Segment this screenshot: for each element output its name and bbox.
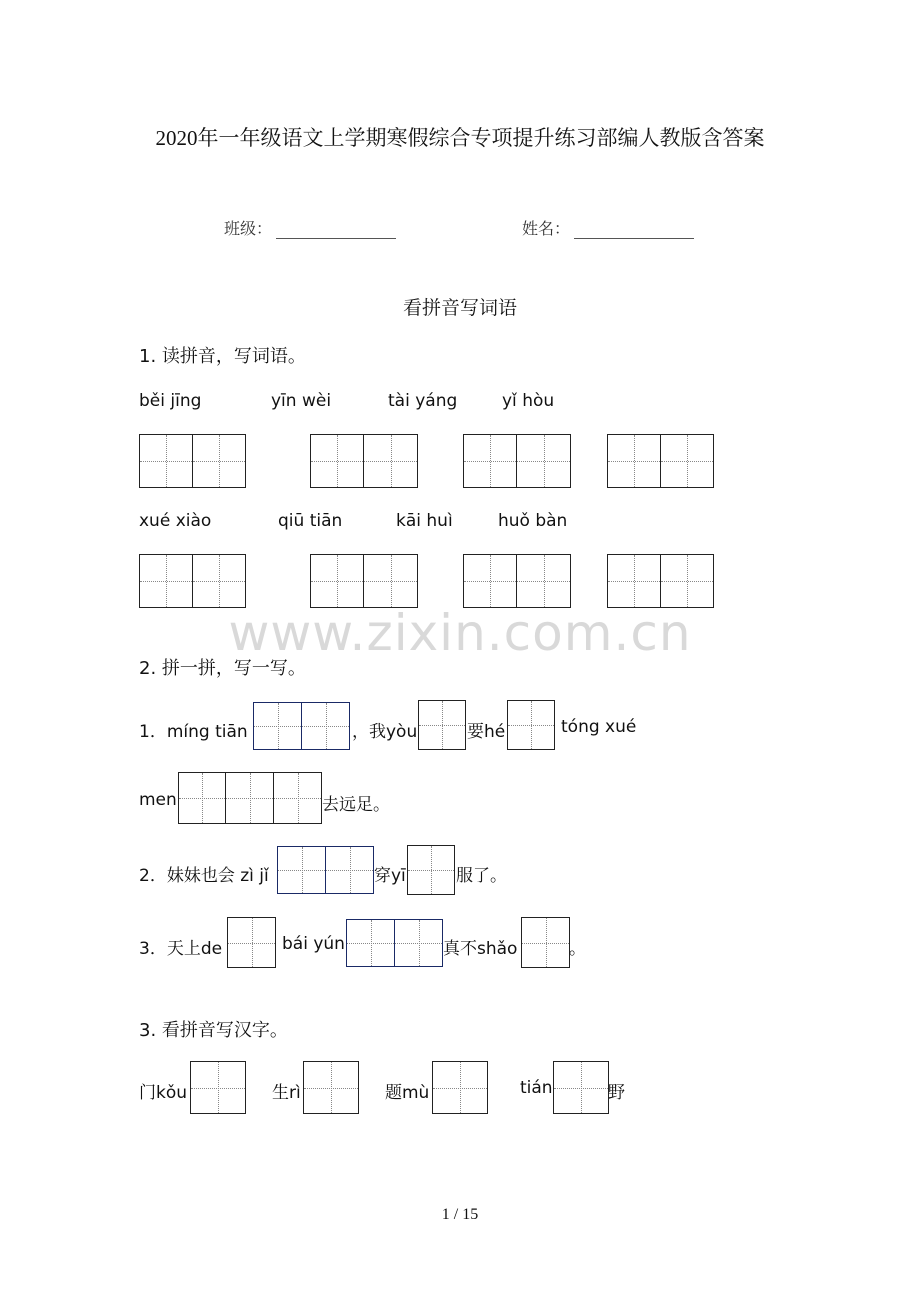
- sentence-text: 2．妹妹也会 zì jǐ: [139, 866, 269, 886]
- writing-grid[interactable]: [507, 700, 555, 750]
- sentence-text: 去远足。: [322, 795, 390, 815]
- char-item: 门kǒu: [139, 1083, 188, 1103]
- question-1-heading: 1. 读拼音，写词语。: [139, 346, 306, 367]
- class-field: [224, 216, 396, 239]
- char-item: 题mù: [385, 1083, 430, 1103]
- pinyin-item: kāi huì: [396, 511, 453, 531]
- pinyin-item: xué xiào: [139, 511, 212, 531]
- class-label: 班级：: [224, 219, 273, 238]
- writing-grid[interactable]: [607, 554, 714, 608]
- writing-grid[interactable]: [139, 554, 246, 608]
- writing-grid[interactable]: [553, 1061, 609, 1114]
- name-label: 姓名：: [522, 219, 571, 238]
- char-item: 生rì: [272, 1083, 301, 1103]
- writing-grid[interactable]: [407, 845, 455, 895]
- document-title: 2020年一年级语文上学期寒假综合专项提升练习部编人教版含答案: [155, 126, 765, 150]
- pinyin-item: tài yáng: [388, 391, 458, 411]
- sentence-text: 3．天上de: [139, 939, 223, 959]
- writing-grid[interactable]: [463, 434, 571, 488]
- writing-grid[interactable]: [418, 700, 466, 750]
- writing-grid[interactable]: [310, 434, 418, 488]
- watermark: www.zixin.com.cn: [228, 604, 692, 662]
- pinyin-item: běi jīng: [139, 391, 202, 411]
- class-blank[interactable]: [276, 224, 396, 239]
- sentence-text: 。: [569, 939, 586, 959]
- writing-grid[interactable]: [178, 772, 322, 824]
- writing-grid[interactable]: [253, 702, 350, 750]
- writing-grid[interactable]: [346, 919, 443, 967]
- sentence-text: ，我yòu: [352, 722, 418, 742]
- pinyin-item: yǐ hòu: [502, 391, 555, 411]
- writing-grid[interactable]: [277, 846, 374, 894]
- pinyin-item: yīn wèi: [271, 391, 332, 411]
- writing-grid[interactable]: [521, 917, 570, 968]
- pinyin-item: huǒ bàn: [498, 511, 568, 531]
- page-number: 1 / 15: [441, 1206, 479, 1223]
- name-field: [522, 216, 694, 239]
- sentence-text: tóng xué: [561, 717, 637, 737]
- pinyin-item: qiū tiān: [278, 511, 343, 531]
- writing-grid[interactable]: [310, 554, 418, 608]
- writing-grid[interactable]: [190, 1061, 246, 1114]
- writing-grid[interactable]: [463, 554, 571, 608]
- sentence-text: bái yún: [282, 934, 345, 954]
- char-item: 野: [608, 1083, 625, 1103]
- name-blank[interactable]: [574, 224, 694, 239]
- question-3-heading: 3. 看拼音写汉字。: [139, 1020, 288, 1041]
- writing-grid[interactable]: [607, 434, 714, 488]
- writing-grid[interactable]: [432, 1061, 488, 1114]
- sentence-text: 服了。: [456, 866, 507, 886]
- section-title: 看拼音写词语: [402, 297, 517, 319]
- sentence-text: 真不shǎo: [443, 939, 518, 959]
- writing-grid[interactable]: [227, 917, 276, 968]
- question-2-heading: 2. 拼一拼，写一写。: [139, 658, 306, 679]
- char-item: tián: [520, 1078, 553, 1098]
- sentence-text: men: [139, 790, 177, 810]
- writing-grid[interactable]: [303, 1061, 359, 1114]
- writing-grid[interactable]: [139, 434, 246, 488]
- sentence-text: 穿yī: [374, 866, 406, 886]
- sentence-text: 要hé: [467, 722, 506, 742]
- sentence-text: 1．míng tiān: [139, 722, 248, 742]
